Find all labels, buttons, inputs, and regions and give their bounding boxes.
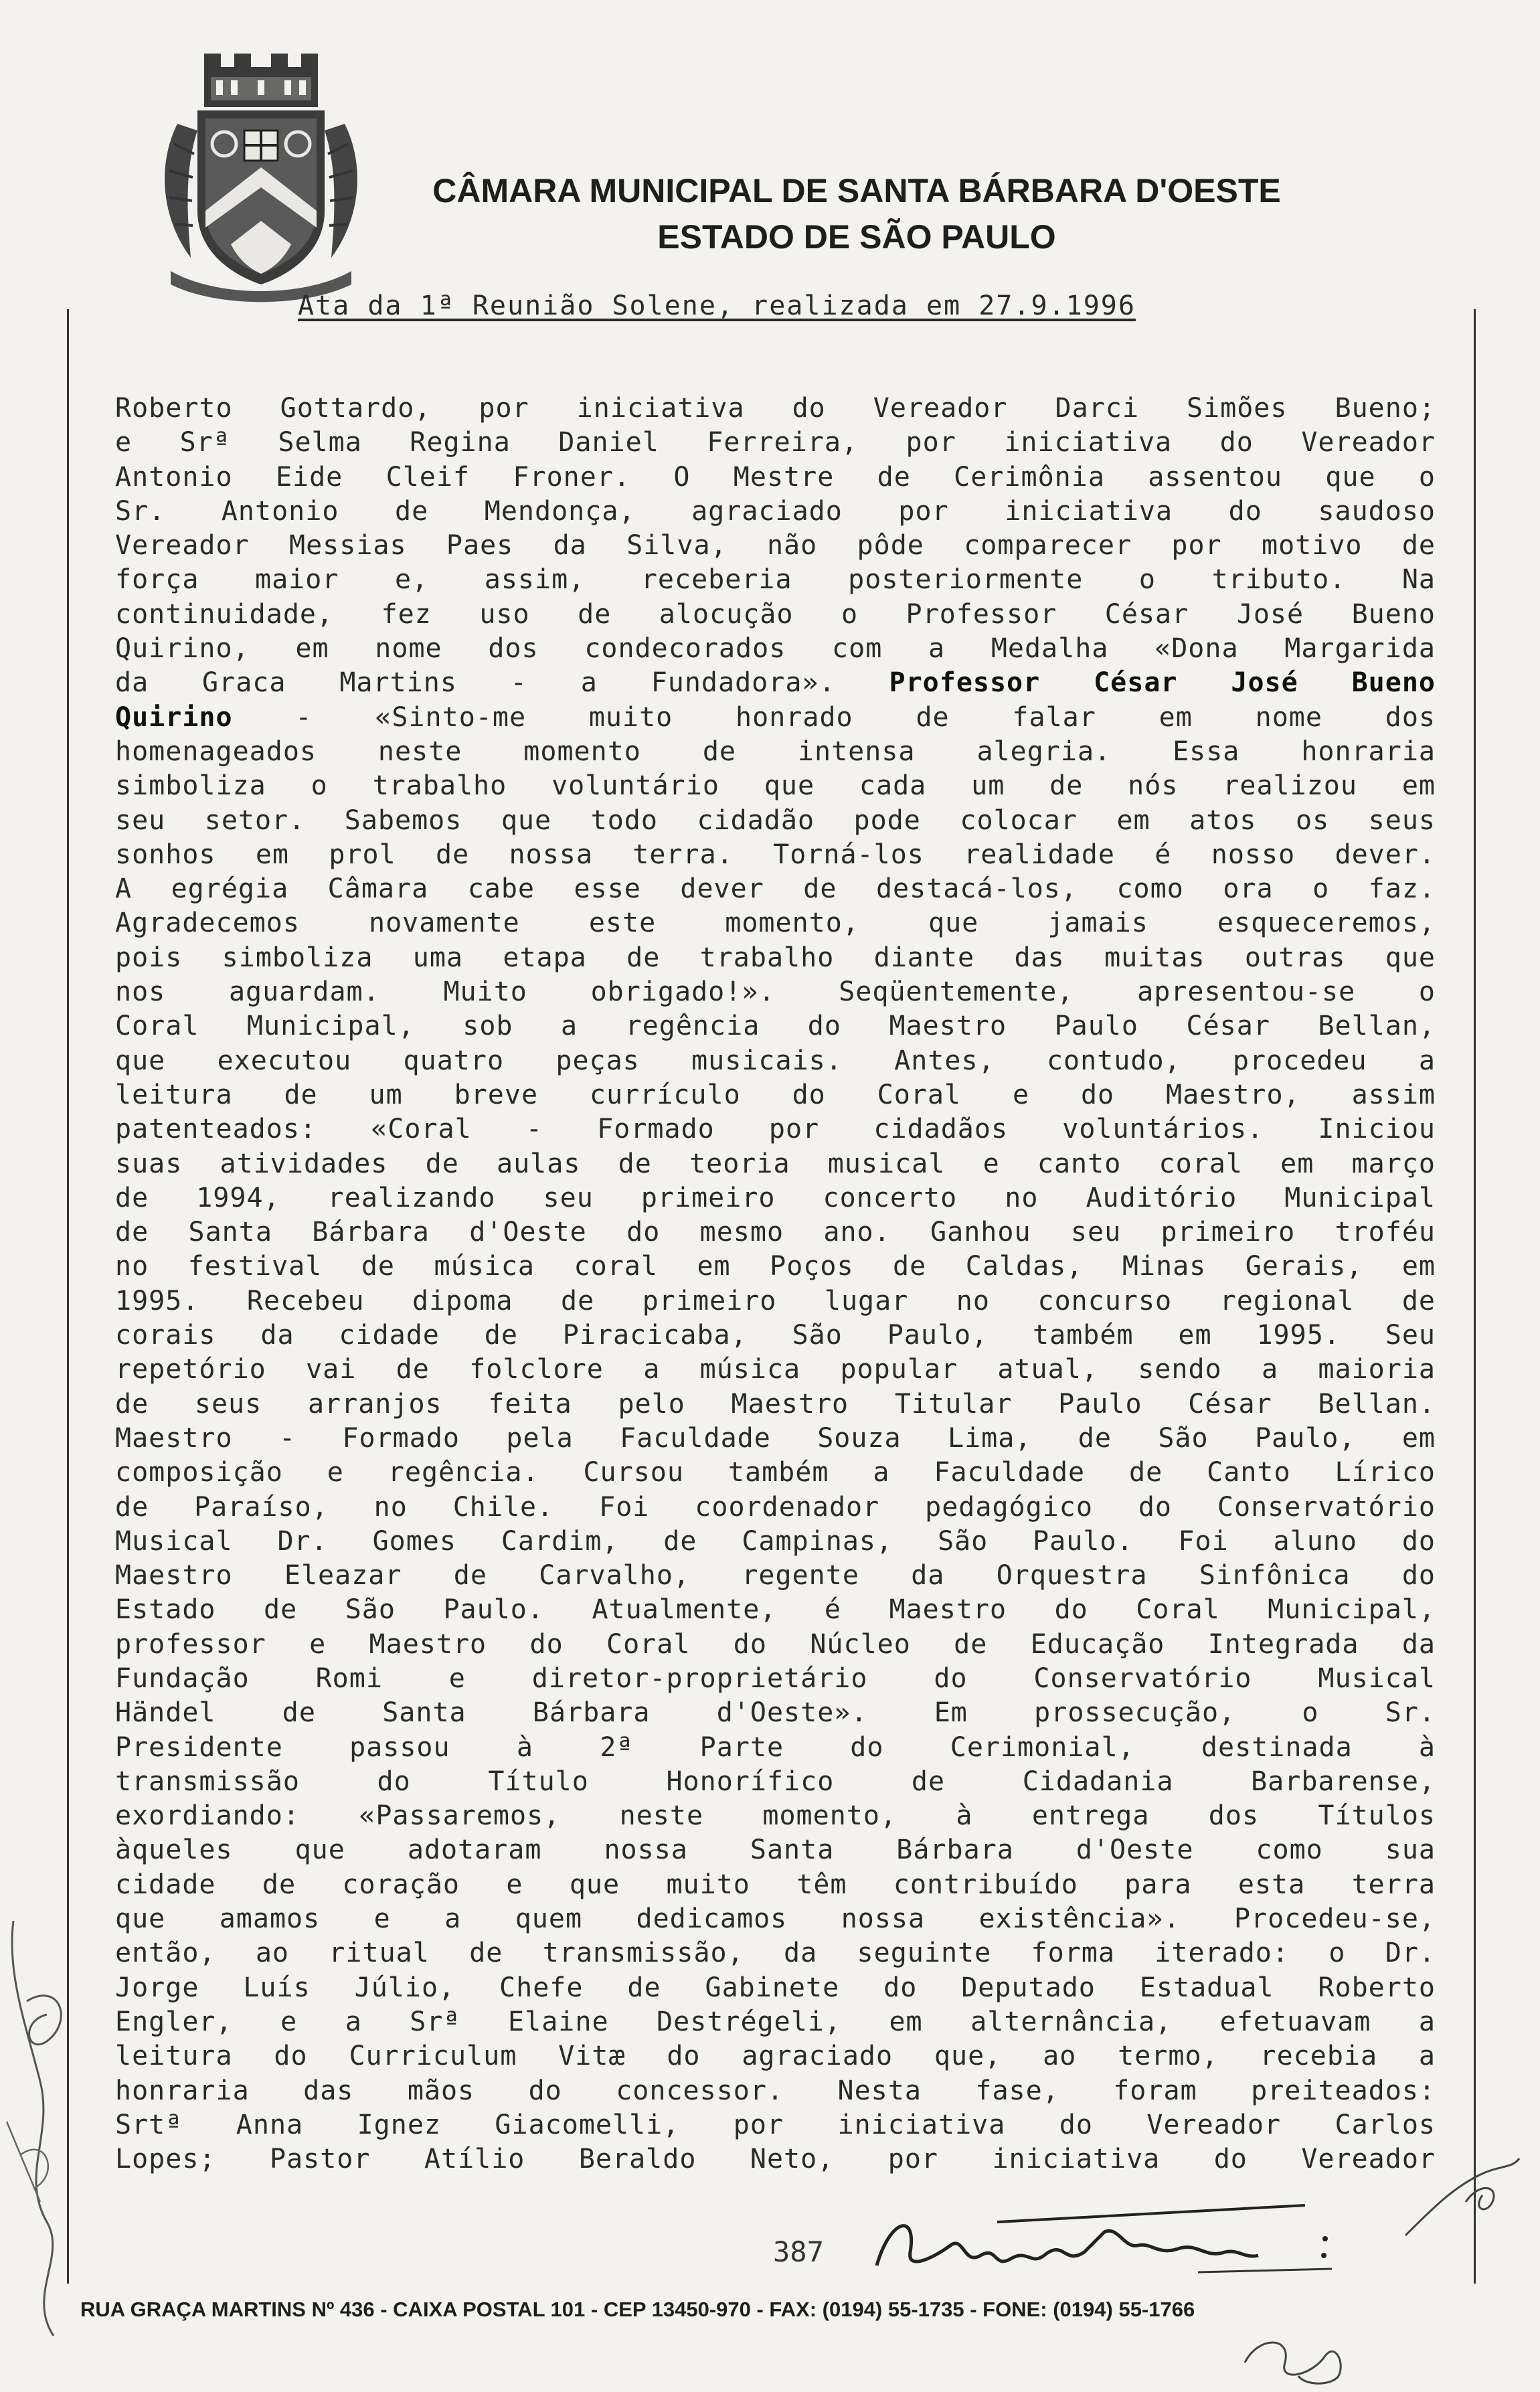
text-line: cidade de coração e que muito têm contribuído para esta terra <box>115 1869 1436 1900</box>
text-line: nos aguardam. Muito obrigado!». Seqüentemente, apresentou-se o <box>115 976 1436 1008</box>
text-line: de seus arranjos feita pelo Maestro Titular Paulo César Bellan. <box>115 1388 1436 1420</box>
right-margin-initials <box>1392 2128 1539 2262</box>
text-line: no festival de música coral em Poços de Caldas, Minas Gerais, em <box>115 1251 1436 1282</box>
right-margin-rule <box>1474 309 1476 2284</box>
text-line: Agradecemos novamente este momento, que jamais esqueceremos, <box>115 908 1436 939</box>
text-line: seu setor. Sabemos que todo cidadão pode colocar em atos os seus <box>115 804 1436 836</box>
text-line: composição e regência. Cursou também a Faculdade de Canto Lírico <box>115 1457 1436 1488</box>
text-line: Maestro - Formado pela Faculdade Souza Lima, de São Paulo, em <box>115 1422 1436 1454</box>
text-line: Lopes; Pastor Atílio Beraldo Neto, por iniciativa do Vereador <box>115 2144 1436 2175</box>
text-line: que executou quatro peças musicais. Antes, contudo, procedeu a <box>115 1045 1436 1076</box>
text-line: 1995. Recebeu dipoma de primeiro lugar no concurso regional de <box>115 1285 1436 1316</box>
text-line: Vereador Messias Paes da Silva, não pôde comparecer por motivo de <box>115 530 1436 562</box>
text-line: e Srª Selma Regina Daniel Ferreira, por iniciativa do Vereador <box>115 427 1436 458</box>
text-line: A egrégia Câmara cabe esse dever de destacá-los, como ora o faz. <box>115 873 1436 905</box>
footer-address: RUA GRAÇA MARTINS Nº 436 - CAIXA POSTAL 101 - CEP 13450-970 - FAX: (0194) 55-1735 - FONE: (0194) 55-1766 <box>80 2298 1195 2321</box>
text-line: de 1994, realizando seu primeiro concerto no Auditório Municipal <box>115 1182 1436 1213</box>
municipal-coat-of-arms <box>151 44 371 308</box>
honoree-name-cont: Quirino <box>115 701 233 733</box>
minutes-title: Ata da 1ª Reunião Solene, realizada em 27.9.1996 <box>298 290 1136 321</box>
text-line: àqueles que adotaram nossa Santa Bárbara d'Oeste como sua <box>115 1834 1436 1866</box>
text-line: pois simboliza uma etapa de trabalho diante das muitas outras que <box>115 942 1436 973</box>
text-line: que amamos e a quem dedicamos nossa existência». Procedeu-se, <box>115 1903 1436 1935</box>
text-line: corais da cidade de Piracicaba, São Paulo, também em 1995. Seu <box>115 1320 1436 1351</box>
state-name: ESTADO DE SÃO PAULO <box>657 218 1056 256</box>
bottom-initials <box>1218 2322 1379 2392</box>
text-line: Roberto Gottardo, por iniciativa do Vereador Darci Simões Bueno; <box>115 393 1436 424</box>
text-line: Jorge Luís Júlio, Chefe de Gabinete do Deputado Estadual Roberto <box>115 1972 1436 2003</box>
text-line: Engler, e a Srª Elaine Destrégeli, em alternância, efetuavam a <box>115 2006 1436 2037</box>
text-line: então, ao ritual de transmissão, da seguinte forma iterado: o Dr. <box>115 1938 1436 1969</box>
text-line: força maior e, assim, receberia posteriormente o tributo. Na <box>115 564 1436 596</box>
text-line: repetório vai de folclore a música popular atual, sendo a maioria <box>115 1354 1436 1385</box>
president-signature <box>863 2192 1345 2292</box>
text-line: Fundação Romi e diretor-proprietário do Conservatório Musical <box>115 1662 1436 1694</box>
text-line: Presidente passou à 2ª Parte do Cerimonial, destinada à <box>115 1731 1436 1763</box>
text-line: Sr. Antonio de Mendonça, agraciado por iniciativa do saudoso <box>115 495 1436 527</box>
text-line-with-bold-name <box>115 666 1436 700</box>
text-fragment: - «Sinto-me muito honrado de falar em nome dos <box>232 701 1436 733</box>
text-line: exordiando: «Passaremos, neste momento, à entrega dos Títulos <box>115 1800 1436 1832</box>
text-line: homenageados neste momento de intensa alegria. Essa honraria <box>115 736 1436 767</box>
text-line: Maestro Eleazar de Carvalho, regente da Orquestra Sinfônica do <box>115 1560 1436 1592</box>
text-line: leitura do Curriculum Vitæ do agraciado que, ao termo, recebia a <box>115 2041 1436 2072</box>
text-line: transmissão do Título Honorífico de Cidadania Barbarense, <box>115 1766 1436 1797</box>
text-line: suas atividades de aulas de teoria musical e canto coral em março <box>115 1148 1436 1179</box>
text-line: continuidade, fez uso de alocução o Professor César José Bueno <box>115 598 1436 630</box>
text-line-with-bold-name <box>115 701 1436 735</box>
page-number: 387 <box>773 2235 824 2268</box>
text-line: leitura de um breve currículo do Coral e do Maestro, assim <box>115 1079 1436 1110</box>
text-line: sonhos em prol de nossa terra. Torná-los realidade é nosso dever. <box>115 839 1436 870</box>
text-line: Srtª Anna Ignez Giacomelli, por iniciativa do Vereador Carlos <box>115 2109 1436 2140</box>
honoree-name: Professor César José Bueno <box>889 667 1436 699</box>
text-fragment: da Graca Martins - a Fundadora». <box>115 667 836 699</box>
text-line: Estado de São Paulo. Atualmente, é Maestro do Coral Municipal, <box>115 1594 1436 1626</box>
text-line: honraria das mãos do concessor. Nesta fase, foram preiteados: <box>115 2075 1436 2106</box>
institution-name: CÂMARA MUNICIPAL DE SANTA BÁRBARA D'OESTE <box>432 172 1281 209</box>
text-line: Händel de Santa Bárbara d'Oeste». Em prossecução, o Sr. <box>115 1697 1436 1729</box>
text-line: Antonio Eide Cleif Froner. O Mestre de Cerimônia assentou que o <box>115 461 1436 493</box>
text-line: Quirino, em nome dos condecorados com a Medalha «Dona Margarida <box>115 633 1436 665</box>
text-line: simboliza o trabalho voluntário que cada um de nós realizou em <box>115 770 1436 802</box>
text-line: de Santa Bárbara d'Oeste do mesmo ano. Ganhou seu primeiro troféu <box>115 1217 1436 1248</box>
text-line: Coral Municipal, sob a regência do Maestro Paulo César Bellan, <box>115 1011 1436 1042</box>
text-line: professor e Maestro do Coral do Núcleo de Educação Integrada da <box>115 1628 1436 1660</box>
text-line: patenteados: «Coral - Formado por cidadãos voluntários. Iniciou <box>115 1114 1436 1145</box>
minutes-body <box>115 392 1436 2176</box>
text-line: de Paraíso, no Chile. Foi coordenador pedagógico do Conservatório <box>115 1491 1436 1523</box>
text-line: Musical Dr. Gomes Cardim, de Campinas, São Paulo. Foi aluno do <box>115 1525 1436 1557</box>
